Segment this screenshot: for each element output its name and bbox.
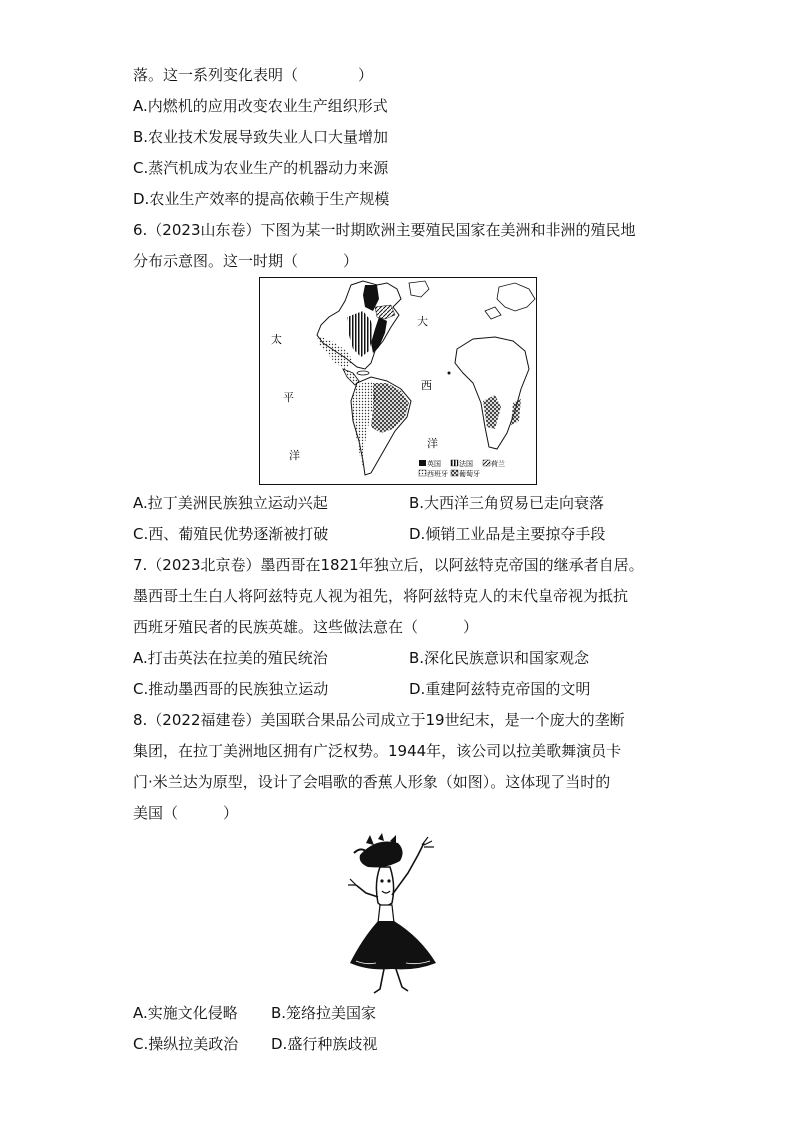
q7-stem-line-1: 7.（2023北京卷）墨西哥在1821年独立后，以阿兹特克帝国的继承者自居。	[133, 556, 644, 574]
q8-option-b: B.笼络拉美国家	[271, 1004, 377, 1022]
q6-option-b: B.大西洋三角贸易已走向衰落	[409, 494, 605, 512]
map-label-da: 大	[417, 315, 428, 328]
legend-france: 法国	[459, 460, 473, 468]
q8-option-d: D.盛行种族歧视	[271, 1035, 378, 1053]
legend-netherlands: 荷兰	[491, 460, 505, 468]
q7-option-d: D.重建阿兹特克帝国的文明	[409, 680, 591, 698]
map-label-xi: 西	[421, 379, 432, 392]
q5-option-d: D.农业生产效率的提高依赖于生产规模	[133, 190, 390, 208]
q8-option-c: C.操纵拉美政治	[133, 1035, 239, 1053]
q8-stem-line-4: 美国（ ）	[133, 804, 239, 822]
q8-stem-line-2: 集团，在拉丁美洲地区拥有广泛权势。1944年，该公司以拉美歌舞演员卡	[133, 742, 622, 760]
q8-stem-line-3: 门·米兰达为原型，设计了会唱歌的香蕉人形象（如图）。这体现了当时的	[133, 773, 611, 791]
q6-option-a: A.拉丁美洲民族独立运动兴起	[133, 494, 328, 512]
map-label-tai: 太	[271, 333, 282, 346]
legend-portugal: 葡萄牙	[459, 470, 480, 478]
q5-option-c: C.蒸汽机成为农业生产的机器动力来源	[133, 159, 389, 177]
q7-stem-line-3: 西班牙殖民者的民族英雄。这些做法意在（ ）	[133, 618, 479, 636]
q6-stem-line-1: 6.（2023山东卷）下图为某一时期欧洲主要殖民国家在美洲和非洲的殖民地	[133, 221, 636, 239]
q7-option-b: B.深化民族意识和国家观念	[409, 649, 590, 667]
q8-stem-line-1: 8.（2022福建卷）美国联合果品公司成立于19世纪末，是一个庞大的垄断	[133, 711, 625, 729]
q8-option-a: A.实施文化侵略	[133, 1004, 238, 1022]
q6-option-d: D.倾销工业品是主要掠夺手段	[409, 525, 606, 543]
q7-option-c: C.推动墨西哥的民族独立运动	[133, 680, 329, 698]
q5-stem-tail: 落。这一系列变化表明（ ）	[133, 66, 374, 84]
map-label-ping: 平	[283, 391, 294, 404]
map-label-yang-atlantic: 洋	[427, 437, 438, 450]
legend-spain: 西班牙	[427, 470, 448, 478]
legend-britain: 英国	[427, 460, 441, 468]
q7-option-a: A.打击英法在拉美的殖民统治	[133, 649, 328, 667]
q5-option-b: B.农业技术发展导致失业人口大量增加	[133, 128, 389, 146]
q6-stem-line-2: 分布示意图。这一时期（ ）	[133, 252, 359, 270]
q5-option-a: A.内燃机的应用改变农业生产组织形式	[133, 97, 388, 115]
banana-lady-figure	[346, 833, 440, 995]
q7-stem-line-2: 墨西哥土生白人将阿兹特克人视为祖先，将阿兹特克人的末代皇帝视为抵抗	[133, 587, 629, 605]
q6-option-c: C.西、葡殖民优势逐渐被打破	[133, 525, 329, 543]
colonial-map	[259, 277, 537, 485]
map-label-yang-pacific: 洋	[289, 449, 300, 462]
